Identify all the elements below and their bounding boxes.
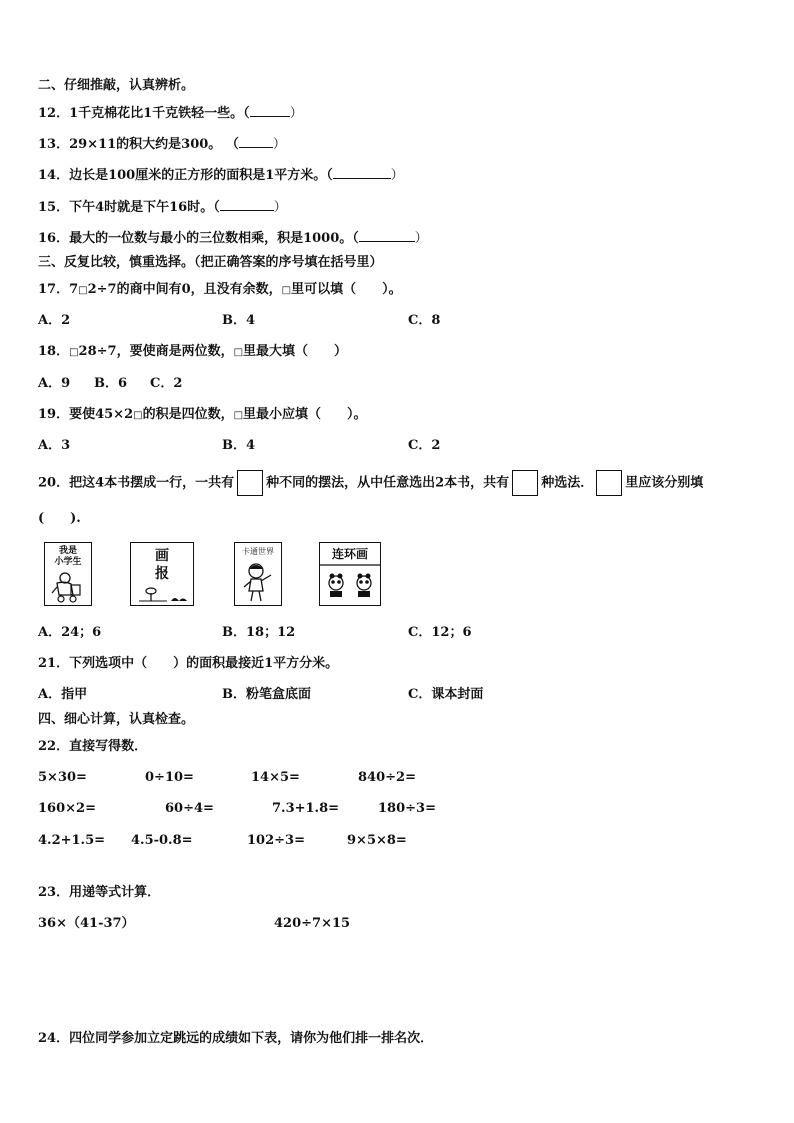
calc-item: 7.3+1.8=: [272, 801, 340, 816]
question-14-close: ）: [390, 168, 404, 183]
question-14-text: 14．边长是100厘米的正方形的面积是1平方米。（: [38, 168, 333, 183]
calc-item: 4.2+1.5=: [38, 833, 106, 848]
question-17: [38, 281, 402, 300]
question-21: 21．下列选项中（ ）的面积最接近1平方分米。: [38, 656, 339, 671]
book-xiaoxuesheng: [44, 542, 92, 606]
calc-item: 102÷3=: [247, 833, 305, 848]
book-katong-shijie: [234, 542, 282, 606]
book-title: 卡通世界: [242, 547, 274, 556]
question-14: [38, 166, 404, 185]
q17-option-b[interactable]: B．4: [222, 313, 256, 328]
question-17-pre: 17．7: [38, 282, 79, 297]
q17-option-a[interactable]: A．2: [38, 313, 71, 328]
question-16-text: 16．最大的一位数与最小的三位数相乘，积是1000。（: [38, 231, 359, 246]
question-13-text: 13．29×11的积大约是300。 （: [38, 137, 239, 152]
square-placeholder: □: [233, 410, 244, 421]
question-15: [38, 198, 287, 217]
q18-option-a[interactable]: A．9: [38, 376, 71, 391]
q21-option-b[interactable]: B．粉笔盒底面: [222, 687, 311, 702]
answer-box-1[interactable]: [237, 470, 263, 496]
q17-option-c[interactable]: C．8: [408, 313, 441, 328]
calc-item: 60÷4=: [165, 801, 214, 816]
question-20-line2: ( ).: [38, 511, 81, 526]
question-15-close: ）: [273, 200, 287, 215]
question-22: 22．直接写得数．: [38, 739, 148, 754]
calc-item: 160×2=: [38, 801, 96, 816]
question-20: [38, 470, 703, 497]
book-lianhuanhua: [319, 542, 381, 606]
calc-item: 4.5-0.8=: [131, 833, 193, 848]
q18-option-c[interactable]: C．2: [150, 376, 183, 391]
question-12-close: ）: [289, 106, 303, 121]
answer-blank-15[interactable]: [220, 198, 274, 211]
question-23: 23．用递等式计算．: [38, 885, 161, 900]
flower-icon: [137, 587, 189, 603]
q20-option-c[interactable]: C．12；6: [408, 625, 472, 640]
question-20-post: 里应该分别填: [625, 475, 704, 491]
book-title: 画 报: [155, 548, 169, 582]
question-13-close: ）: [272, 137, 286, 152]
calc-item: 36×（41-37）: [38, 916, 135, 931]
q20-option-b[interactable]: B．18；12: [222, 625, 296, 640]
question-20-pre: 20．把这4本书摆成一行，一共有: [38, 475, 235, 491]
question-18-post: 28÷7，要使商是两位数，: [78, 344, 234, 359]
book-huabao: [130, 542, 194, 606]
question-13: [38, 135, 286, 154]
student-icon: [49, 571, 87, 603]
q18-option-b[interactable]: B．6: [94, 376, 128, 391]
question-16: [38, 229, 428, 248]
square-placeholder: □: [233, 347, 244, 358]
q19-option-c[interactable]: C．2: [408, 438, 441, 453]
question-20-mid2: 种选法．: [541, 475, 594, 491]
q21-option-a[interactable]: A．指甲: [38, 687, 88, 702]
question-12-text: 12．1千克棉花比1千克铁轻一些。（: [38, 106, 250, 121]
q19-option-b[interactable]: B．4: [222, 438, 256, 453]
question-18: [38, 343, 347, 362]
calc-item: 14×5=: [251, 770, 300, 785]
question-19-post: 的积是四位数，: [142, 407, 234, 422]
question-16-close: ）: [414, 231, 428, 246]
answer-blank-13[interactable]: [239, 135, 273, 148]
question-17-post2: 里可以填（ ）。: [291, 282, 402, 297]
section-2-heading: 二、仔细推敲，认真辨析。: [38, 78, 195, 93]
question-24: 24．四位同学参加立定跳远的成绩如下表，请你为他们排一排名次．: [38, 1031, 434, 1046]
calc-item: 9×5×8=: [347, 833, 407, 848]
question-19-pre: 19．要使45×2: [38, 407, 134, 422]
section-3-heading: 三、反复比较，慎重选择。（把正确答案的序号填在括号里）: [38, 255, 383, 270]
calc-item: 5×30=: [38, 770, 87, 785]
calc-item: 840÷2=: [358, 770, 416, 785]
calc-item: 180÷3=: [378, 801, 436, 816]
answer-blank-16[interactable]: [359, 229, 415, 242]
calc-item: 0÷10=: [145, 770, 194, 785]
question-19-post2: 里最小应填（ ）。: [243, 407, 367, 422]
square-placeholder: □: [133, 410, 143, 421]
cartoon-girl-icon: [239, 559, 277, 603]
book-title: 我是 小学生: [54, 546, 82, 567]
answer-blank-14[interactable]: [333, 166, 391, 179]
q19-option-a[interactable]: A．3: [38, 438, 71, 453]
square-placeholder: □: [69, 347, 79, 358]
answer-box-2[interactable]: [512, 470, 538, 496]
square-placeholder: □: [78, 285, 88, 296]
book-title: 连环画: [331, 547, 368, 561]
question-17-post: 2÷7的商中间有0，且没有余数，: [87, 282, 282, 297]
answer-blank-12[interactable]: [250, 104, 290, 117]
question-19: [38, 406, 367, 425]
calc-item: 420÷7×15: [274, 916, 351, 931]
q20-option-a[interactable]: A．24；6: [38, 625, 102, 640]
answer-box-icon: [596, 470, 622, 496]
question-12: [38, 104, 303, 123]
question-18-post2: 里最大填（ ）: [243, 344, 348, 359]
panda-icon: [320, 563, 380, 603]
question-20-mid1: 种不同的摆法，从中任意选出2本书，共有: [266, 475, 510, 491]
section-4-heading: 四、细心计算，认真检查。: [38, 712, 195, 727]
square-placeholder: □: [281, 285, 292, 296]
question-15-text: 15．下午4时就是下午16时。（: [38, 200, 220, 215]
question-18-number: 18．: [38, 344, 70, 359]
q21-option-c[interactable]: C．课本封面: [408, 687, 484, 702]
